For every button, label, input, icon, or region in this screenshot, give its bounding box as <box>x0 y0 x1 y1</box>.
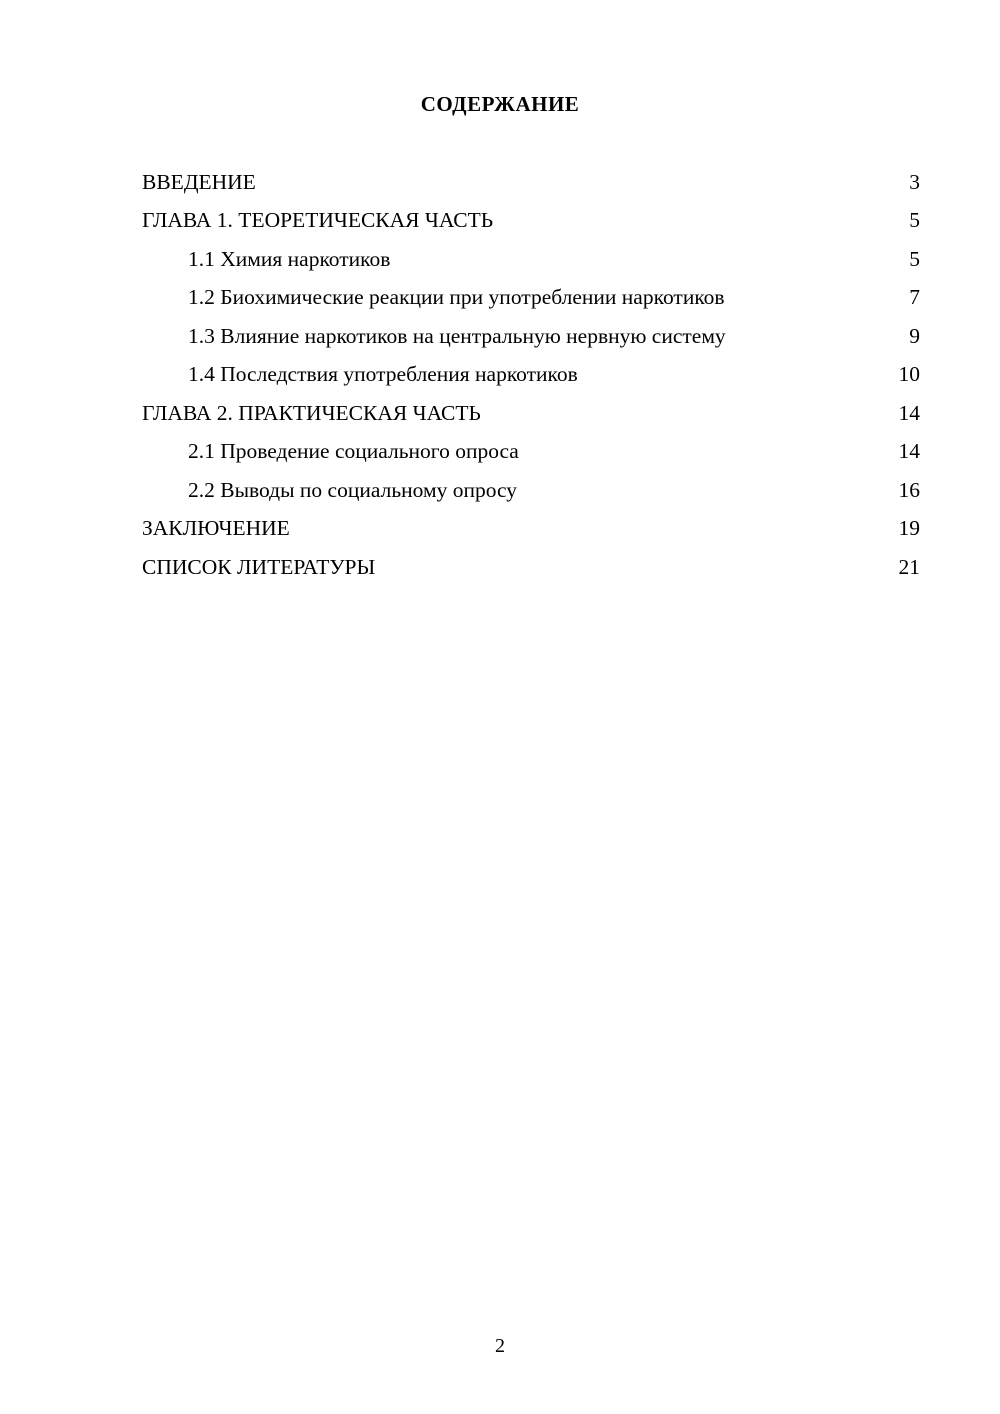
toc-entry-page: 14 <box>898 439 920 463</box>
toc-entry[interactable] <box>142 471 920 510</box>
toc-entry[interactable] <box>142 317 920 356</box>
page-title: СОДЕРЖАНИЕ <box>420 92 580 116</box>
toc-entry-label: ГЛАВА 1. ТЕОРЕТИЧЕСКАЯ ЧАСТЬ <box>142 208 494 232</box>
toc-entry[interactable] <box>142 433 920 472</box>
toc-entry-label: 1.1 Химия наркотиков <box>188 246 391 271</box>
toc-entry[interactable] <box>142 548 920 587</box>
toc-entry-page: 19 <box>898 516 920 540</box>
toc-entry-page: 14 <box>898 400 920 425</box>
toc-entry-page: 3 <box>909 169 920 194</box>
toc-entry-label: 1.2 Биохимические реакции при употреблении наркотиков <box>188 285 725 309</box>
toc-entry-label: 2.2 Выводы по социальному опросу <box>188 477 518 502</box>
toc-entry-label: ВВЕДЕНИЕ <box>142 169 256 194</box>
toc-entry-page: 7 <box>909 285 920 309</box>
toc-entry-page: 21 <box>898 554 920 579</box>
table-of-contents <box>0 163 1000 587</box>
toc-entry[interactable] <box>142 240 920 279</box>
toc-entry-page: 5 <box>909 246 920 271</box>
toc-entry-label: ГЛАВА 2. ПРАКТИЧЕСКАЯ ЧАСТЬ <box>142 400 481 425</box>
toc-entry-label: 2.1 Проведение социального опроса <box>188 439 519 463</box>
toc-entry[interactable] <box>142 510 920 549</box>
toc-entry-label: 1.4 Последствия употребления наркотиков <box>188 362 578 386</box>
toc-entry[interactable] <box>142 163 920 202</box>
toc-entry-page: 9 <box>909 323 920 348</box>
toc-entry[interactable] <box>142 394 920 433</box>
toc-entry[interactable] <box>142 356 920 395</box>
toc-entry[interactable] <box>142 279 920 318</box>
page-number-footer: 2 <box>495 1335 505 1357</box>
toc-entry-label: 1.3 Влияние наркотиков на центральную нервную систему <box>188 323 726 348</box>
toc-entry-label: СПИСОК ЛИТЕРАТУРЫ <box>142 554 376 579</box>
toc-entry-page: 16 <box>898 477 920 502</box>
toc-entry[interactable] <box>142 202 920 241</box>
toc-entry-label: ЗАКЛЮЧЕНИЕ <box>142 516 290 540</box>
toc-entry-page: 5 <box>909 208 920 232</box>
toc-entry-page: 10 <box>898 362 920 386</box>
